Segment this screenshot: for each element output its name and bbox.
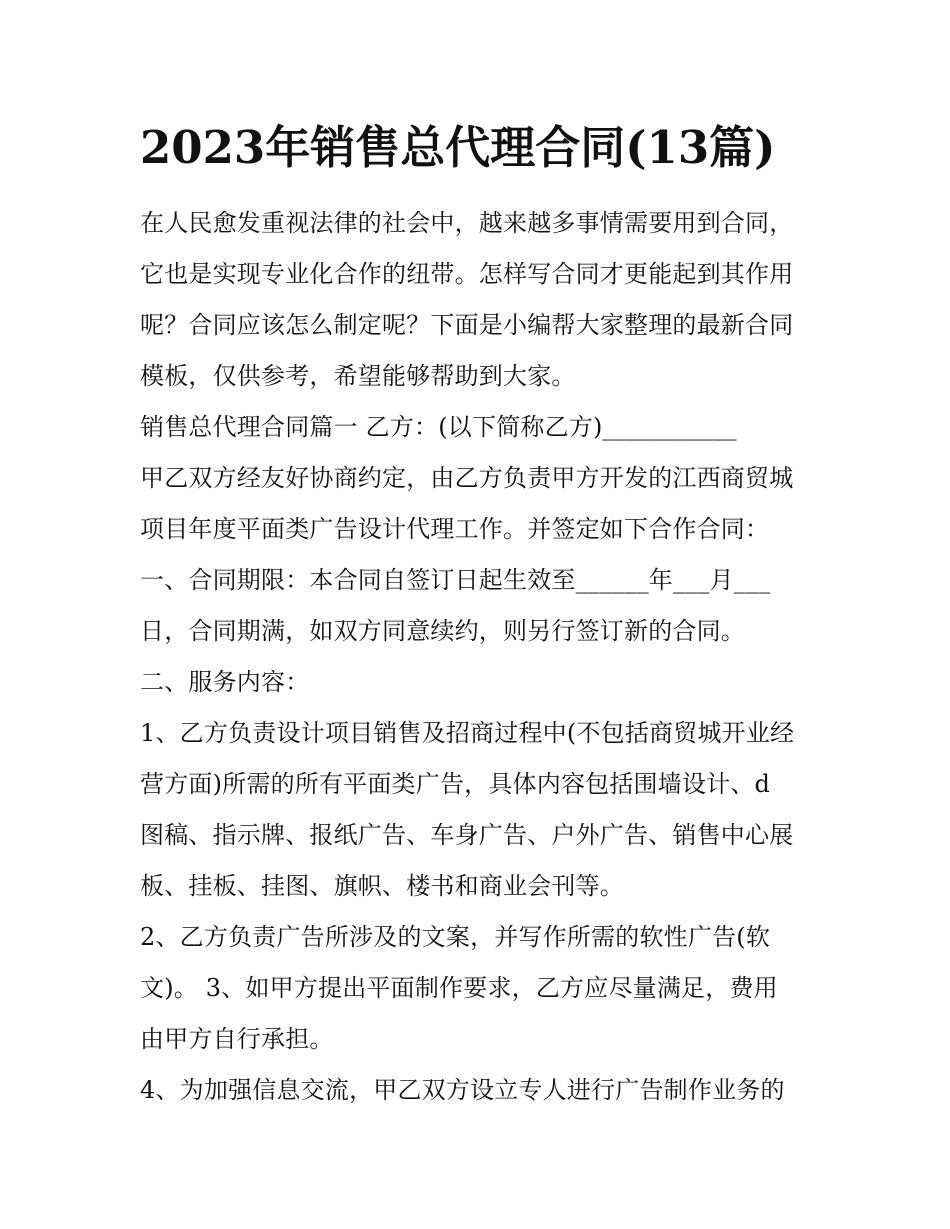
body-line: 2、乙方负责广告所涉及的文案，并写作所需的软性广告(软 [140, 923, 771, 951]
body-line: 1、乙方负责设计项目销售及招商过程中(不包括商贸城开业经 [140, 719, 795, 747]
body-line: 日，合同期满，如双方同意续约，则另行签订新的合同。 [140, 617, 745, 645]
body-line: 在人民愈发重视法律的社会中，越来越多事情需要用到合同， [140, 209, 794, 237]
section-heading-line: 销售总代理合同篇一 乙方：(以下简称乙方)___________ [140, 413, 737, 441]
body-line: 甲乙双方经友好协商约定，由乙方负责甲方开发的江西商贸城 [140, 464, 794, 492]
body-line: 模板，仅供参考，希望能够帮助到大家。 [140, 362, 576, 390]
body-line: 呢？合同应该怎么制定呢？下面是小编帮大家整理的最新合同 [140, 311, 794, 339]
body-line: 由甲方自行承担。 [140, 1025, 334, 1053]
body-line: 文)。 3、如甲方提出平面制作要求，乙方应尽量满足，费用 [140, 974, 778, 1002]
body-line: 4、为加强信息交流，甲乙双方设立专人进行广告制作业务的 [140, 1076, 785, 1104]
section-heading-line: 二、服务内容： [140, 668, 310, 696]
body-line: 图稿、指示牌、报纸广告、车身广告、户外广告、销售中心展 [140, 821, 794, 849]
body-line: 板、挂板、挂图、旗帜、楼书和商业会刊等。 [140, 872, 624, 900]
body-line: 营方面)所需的所有平面类广告，具体内容包括围墙设计、d [140, 770, 771, 798]
body-line: 它也是实现专业化合作的纽带。怎样写合同才更能起到其作用 [140, 260, 794, 288]
document-title: 2023年销售总代理合同(13篇) [140, 121, 776, 174]
body-line: 一、合同期限：本合同自签订日起生效至______年___月___ [140, 566, 771, 594]
body-line: 项目年度平面类广告设计代理工作。并签定如下合作合同： [140, 515, 770, 543]
